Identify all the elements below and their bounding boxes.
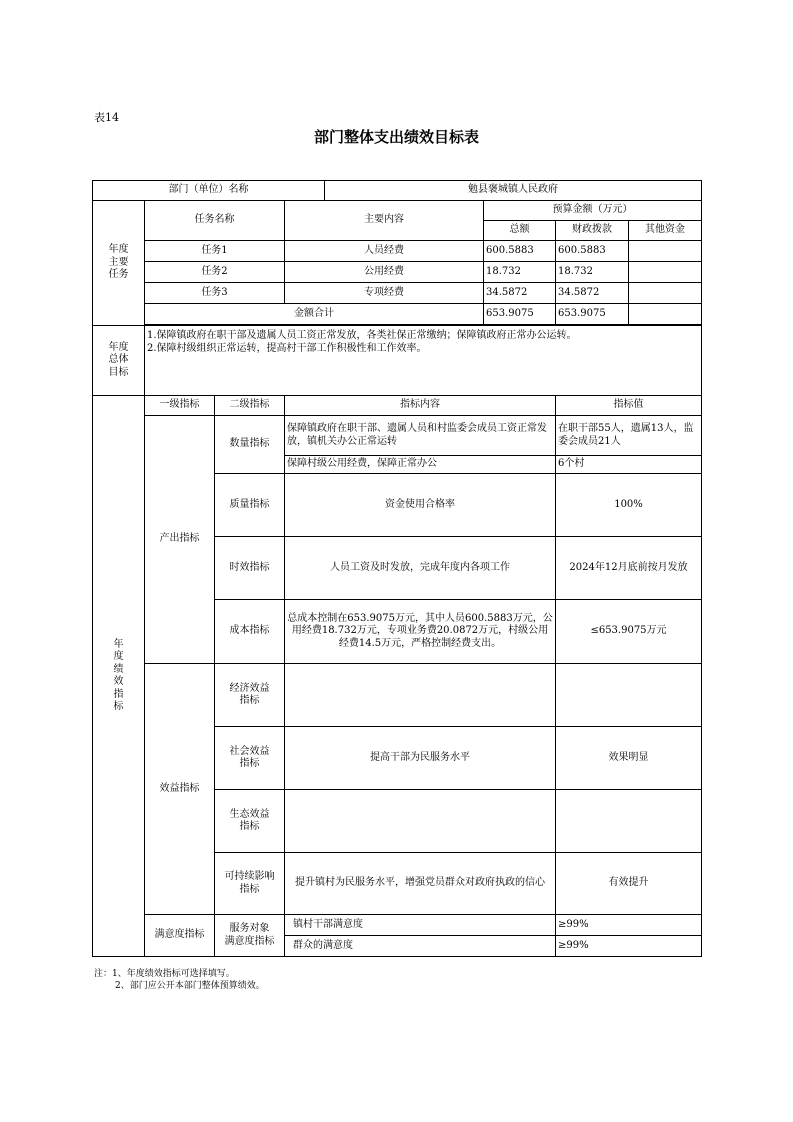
economic-row xyxy=(93,664,702,727)
satisfaction-content-1: 镇村干部满意度 xyxy=(285,915,556,936)
col-main-content: 主要内容 xyxy=(285,201,484,241)
col-level1: 一级指标 xyxy=(145,396,215,416)
satisfaction-indicator-label: 满意度指标 xyxy=(145,915,215,957)
satisfaction-row-1 xyxy=(93,915,702,936)
col-indicator-value: 指标值 xyxy=(556,396,702,416)
task-row xyxy=(93,241,702,262)
col-fiscal: 财政拨款 xyxy=(556,221,629,241)
task-header-row xyxy=(93,201,702,221)
task-name: 任务2 xyxy=(145,262,285,283)
sum-row xyxy=(93,304,702,325)
quantity-content-1: 保障镇政府在职干部、遗属人员和村监委会成员工资正常发放，镇机关办公正常运转 xyxy=(285,416,556,456)
timeliness-content: 人员工资及时发放，完成年度内各项工作 xyxy=(285,537,556,600)
ecological-content xyxy=(285,790,556,853)
quantity-value-1: 在职干部55人，遗属13人，监委会成员21人 xyxy=(556,416,702,456)
economic-content xyxy=(285,664,556,727)
satisfaction-value-1: ≥99% xyxy=(556,915,702,936)
social-content: 提高干部为民服务水平 xyxy=(285,727,556,790)
timeliness-value: 2024年12月底前按月发放 xyxy=(556,537,702,600)
output-indicator-label: 产出指标 xyxy=(145,416,215,664)
col-indicator-content: 指标内容 xyxy=(285,396,556,416)
task-row xyxy=(93,283,702,304)
social-value: 效果明显 xyxy=(556,727,702,790)
annual-tasks-label: 年度 主要 任务 xyxy=(93,201,145,326)
sum-label: 金额合计 xyxy=(145,304,484,325)
task-content: 公用经费 xyxy=(285,262,484,283)
quantity-content-2: 保障村级公用经费，保障正常办公 xyxy=(285,456,556,474)
task-other xyxy=(629,262,702,283)
task-total: 600.5883 xyxy=(484,241,556,262)
col-total: 总额 xyxy=(484,221,556,241)
quantity-indicator-label: 数量指标 xyxy=(215,416,285,474)
service-satisfaction-label: 服务对象 满意度指标 xyxy=(215,915,285,957)
task-fiscal: 600.5883 xyxy=(556,241,629,262)
quality-indicator-label: 质量指标 xyxy=(215,474,285,537)
benefit-indicator-label: 效益指标 xyxy=(145,664,215,915)
quality-content: 资金使用合格率 xyxy=(285,474,556,537)
economic-value xyxy=(556,664,702,727)
sustainable-indicator-label: 可持续影响 指标 xyxy=(215,853,285,915)
dept-label: 部门（单位）名称 xyxy=(93,181,325,201)
task-row xyxy=(93,262,702,283)
cost-value: ≤653.9075万元 xyxy=(556,600,702,664)
quantity-row-1 xyxy=(93,416,702,456)
cost-content: 总成本控制在653.9075万元，其中人员600.5883万元，公用经费18.732万元，专项业务费20.0872万元，村级公用经费14.5万元，严格控制经费支出。 xyxy=(285,600,556,664)
satisfaction-content-2: 群众的满意度 xyxy=(285,936,556,957)
ecological-value xyxy=(556,790,702,853)
task-other xyxy=(629,241,702,262)
ecological-indicator-label: 生态效益 指标 xyxy=(215,790,285,853)
task-content: 人员经费 xyxy=(285,241,484,262)
sum-other xyxy=(629,304,702,325)
indicator-header-row xyxy=(93,396,702,416)
dept-value: 勉县褒城镇人民政府 xyxy=(325,181,702,201)
notes xyxy=(94,968,265,992)
social-indicator-label: 社会效益 指标 xyxy=(215,727,285,790)
task-name: 任务3 xyxy=(145,283,285,304)
sustainable-value: 有效提升 xyxy=(556,853,702,915)
cost-indicator-label: 成本指标 xyxy=(215,600,285,664)
task-fiscal: 34.5872 xyxy=(556,283,629,304)
indicators-label: 年 度 绩 效 指 标 xyxy=(93,396,145,957)
col-other: 其他资金 xyxy=(629,221,702,241)
sustainable-content: 提升镇村为民服务水平，增强党员群众对政府执政的信心 xyxy=(285,853,556,915)
sum-fiscal: 653.9075 xyxy=(556,304,629,325)
task-content: 专项经费 xyxy=(285,283,484,304)
task-total: 34.5872 xyxy=(484,283,556,304)
note-1: 注：1、年度绩效指标可选择填写。 xyxy=(94,969,235,979)
col-task-name: 任务名称 xyxy=(145,201,285,241)
timeliness-indicator-label: 时效指标 xyxy=(215,537,285,600)
overall-goal-text: 1.保障镇政府在职干部及遗属人员工资正常发放，各类社保正常缴纳；保障镇政府正常办公运转。 2.保障村级组织正常运转，提高村干部工作积极性和工作效率。 xyxy=(145,326,702,396)
overall-goal-row xyxy=(93,326,702,396)
economic-indicator-label: 经济效益 指标 xyxy=(215,664,285,727)
page-title: 部门整体支出绩效目标表 xyxy=(313,128,479,146)
quality-value: 100% xyxy=(556,474,702,537)
quantity-value-2: 6个村 xyxy=(556,456,702,474)
task-total: 18.732 xyxy=(484,262,556,283)
performance-target-table xyxy=(92,180,702,957)
satisfaction-value-2: ≥99% xyxy=(556,936,702,957)
overall-goal-label: 年度 总体 目标 xyxy=(93,326,145,396)
dept-row xyxy=(93,181,702,201)
note-2: 2、部门应公开本部门整体预算绩效。 xyxy=(115,981,265,992)
budget-header: 预算金额（万元） xyxy=(484,201,702,221)
sum-total: 653.9075 xyxy=(484,304,556,325)
task-fiscal: 18.732 xyxy=(556,262,629,283)
table-number: 表14 xyxy=(94,111,119,124)
col-level2: 二级指标 xyxy=(215,396,285,416)
task-other xyxy=(629,283,702,304)
task-name: 任务1 xyxy=(145,241,285,262)
